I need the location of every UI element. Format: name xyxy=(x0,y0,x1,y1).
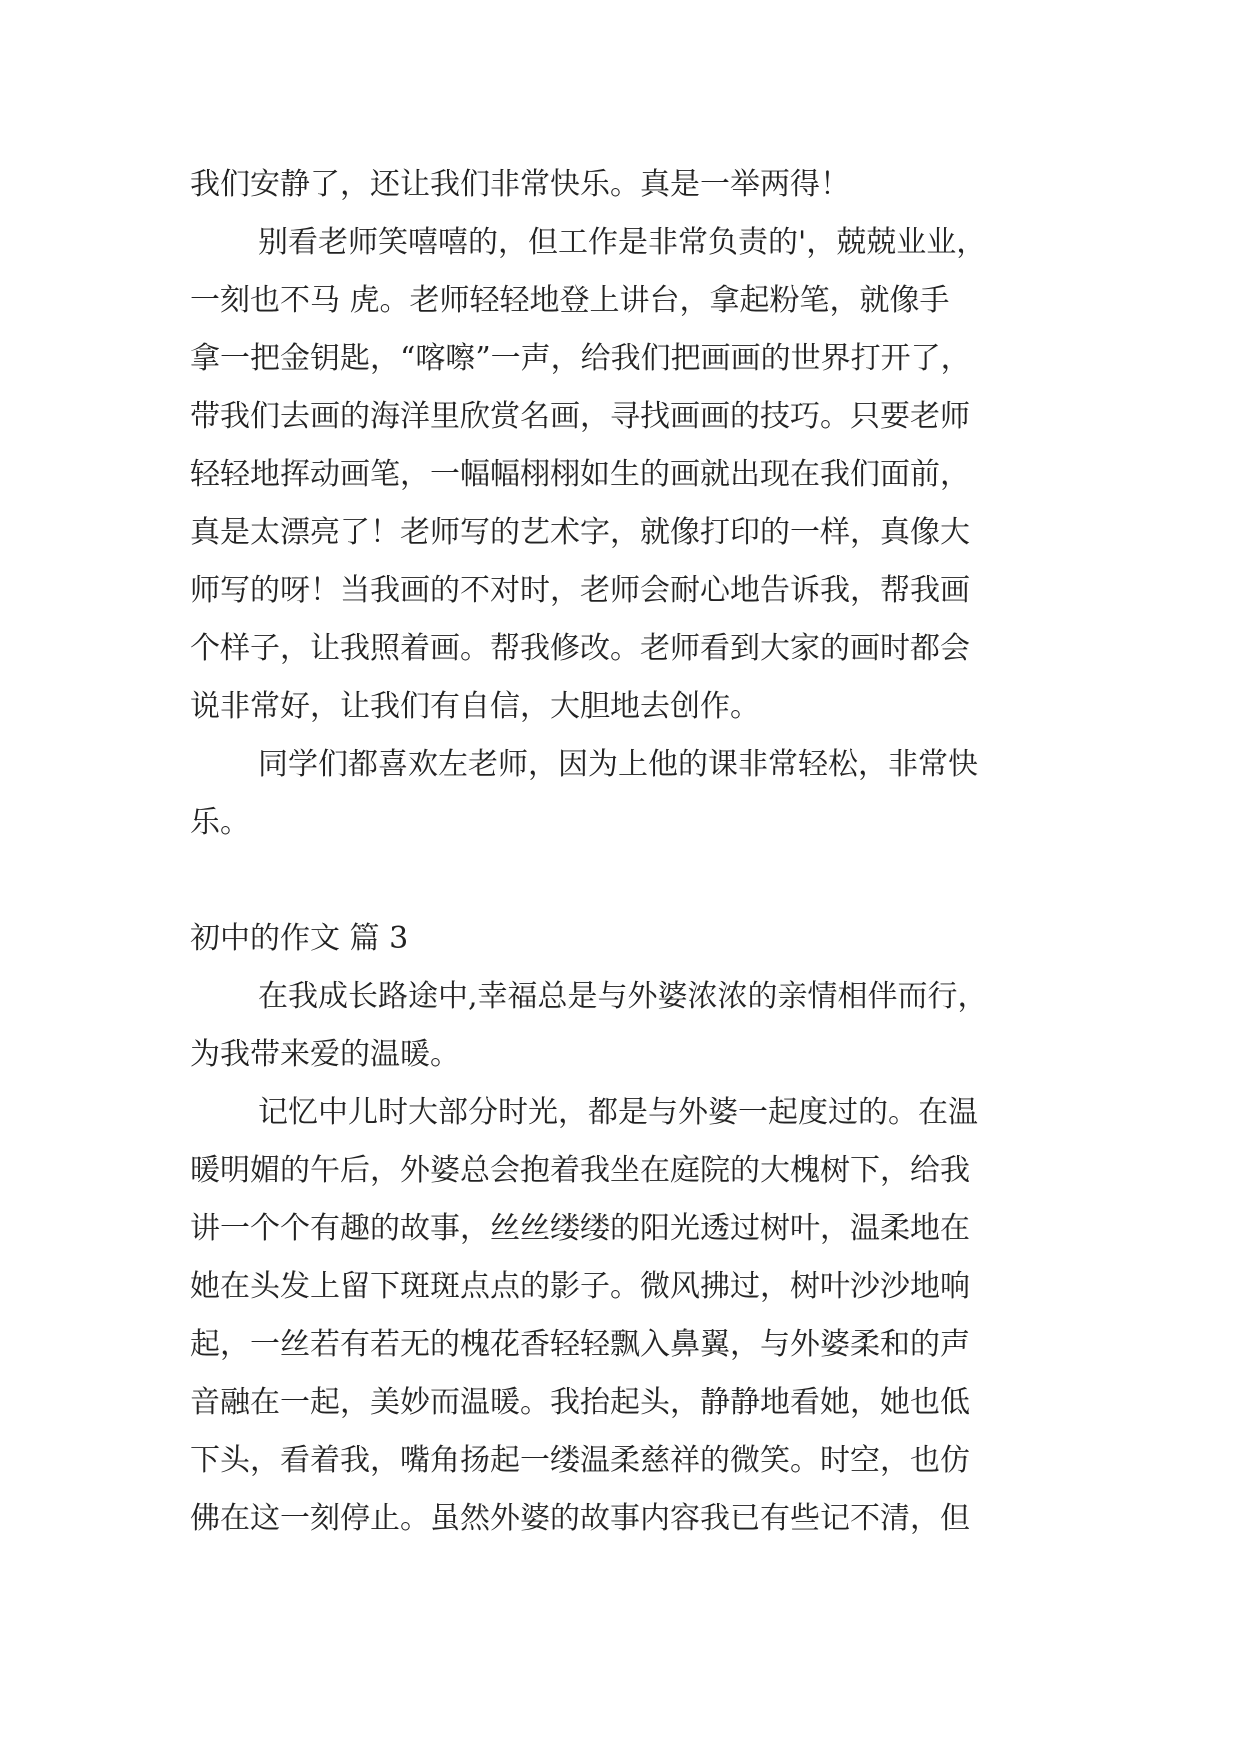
text-line: 个样子，让我照着画。帮我修改。老师看到大家的画时都会 xyxy=(190,631,970,666)
text-line: 拿一把金钥匙，“喀嚓”一声，给我们把画画的世界打开了， xyxy=(190,341,971,376)
text-line: 暖明媚的午后，外婆总会抱着我坐在庭院的大槐树下，给我 xyxy=(190,1153,970,1188)
paragraph-start: 同学们都喜欢左老师，因为上他的课非常轻松，非常快 xyxy=(258,747,978,782)
section-heading: 初中的作文 篇 3 xyxy=(190,921,409,956)
text-line: 说非常好，让我们有自信，大胆地去创作。 xyxy=(190,689,760,724)
document-body xyxy=(190,156,1070,1548)
paragraph-start: 在我成长路途中,幸福总是与外婆浓浓的亲情相伴而行， xyxy=(258,979,988,1014)
text-line: 音融在一起，美妙而温暖。我抬起头，静静地看她，她也低 xyxy=(190,1385,970,1420)
text-line: 带我们去画的海洋里欣赏名画，寻找画画的技巧。只要老师 xyxy=(190,399,970,434)
text-line: 起，一丝若有若无的槐花香轻轻飘入鼻翼，与外婆柔和的声 xyxy=(190,1327,970,1362)
section-gap xyxy=(190,852,1070,910)
paragraph-start: 记忆中儿时大部分时光，都是与外婆一起度过的。在温 xyxy=(258,1095,978,1130)
paragraph-start: 别看老师笑嘻嘻的，但工作是非常负责的'，兢兢业业， xyxy=(258,225,987,260)
text-line: 佛在这一刻停止。虽然外婆的故事内容我已有些记不清，但 xyxy=(190,1501,970,1536)
text-line: 她在头发上留下斑斑点点的影子。微风拂过，树叶沙沙地响 xyxy=(190,1269,970,1304)
text-line: 轻轻地挥动画笔，一幅幅栩栩如生的画就出现在我们面前， xyxy=(190,457,970,492)
text-line: 乐。 xyxy=(190,805,250,840)
text-line: 真是太漂亮了！老师写的艺术字，就像打印的一样，真像大 xyxy=(190,515,970,550)
text-line: 我们安静了，还让我们非常快乐。真是一举两得！ xyxy=(190,167,850,202)
text-line: 师写的呀！当我画的不对时，老师会耐心地告诉我，帮我画 xyxy=(190,573,970,608)
text-line: 为我带来爱的温暖。 xyxy=(190,1037,460,1072)
text-line: 一刻也不马 虎。老师轻轻地登上讲台，拿起粉笔，就像手 xyxy=(190,283,950,318)
text-line: 讲一个个有趣的故事，丝丝缕缕的阳光透过树叶，温柔地在 xyxy=(190,1211,970,1246)
text-line: 下头，看着我，嘴角扬起一缕温柔慈祥的微笑。时空，也仿 xyxy=(190,1443,970,1478)
